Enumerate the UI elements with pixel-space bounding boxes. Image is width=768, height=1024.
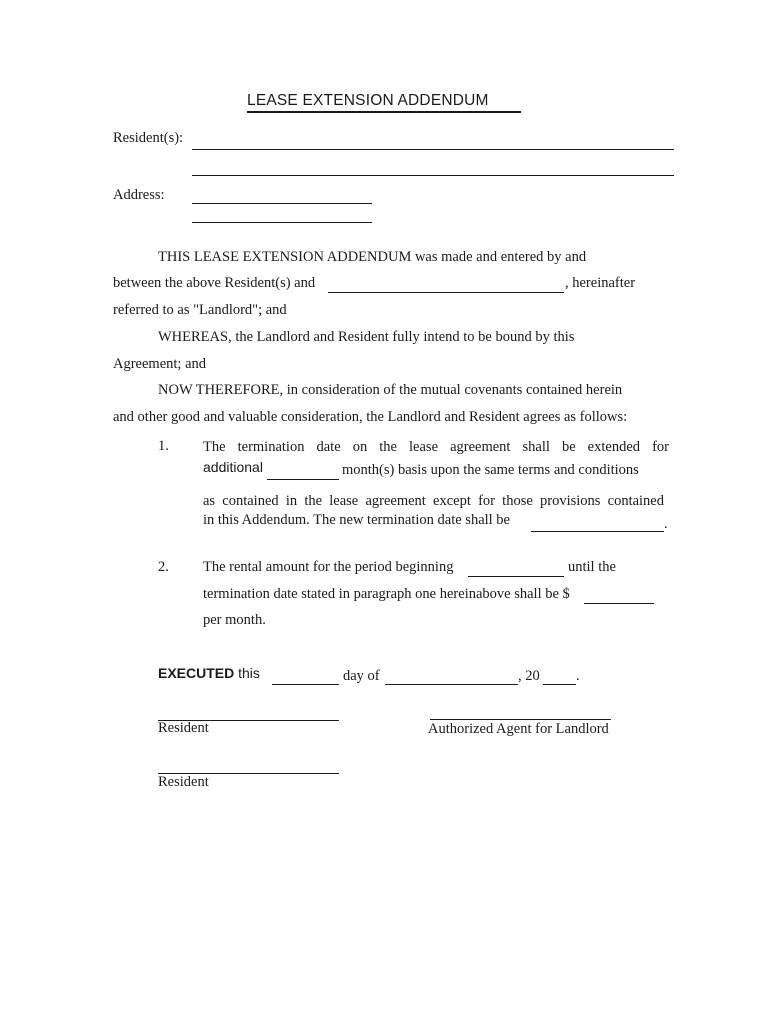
intro-line-2-start: between the above Resident(s) and xyxy=(113,275,316,291)
item-2-line-1-end: until the xyxy=(568,559,616,575)
resident-1-label: Resident xyxy=(158,720,209,736)
executed-year-prefix: , 20 xyxy=(518,668,540,684)
address-label: Address: xyxy=(113,187,165,203)
item-1-number: 1. xyxy=(158,438,169,454)
intro-line-5: Agreement; and xyxy=(113,356,207,372)
item-1-line-1: The termination date on the lease agreement shall be extended for xyxy=(203,439,669,455)
intro-line-6: NOW THEREFORE, in consideration of the mutual covenants contained herein xyxy=(158,382,623,398)
title-underline xyxy=(247,111,521,113)
executed-this-word: this xyxy=(238,665,260,681)
intro-line-4: WHEREAS, the Landlord and Resident fully intend to be bound by this xyxy=(158,329,575,345)
executed-bold-word: EXECUTED xyxy=(158,665,235,681)
item-1-line-3: as contained in the lease agreement except for those provisions contained xyxy=(203,493,664,509)
executed-day-field[interactable] xyxy=(272,684,339,685)
address-field-line-2[interactable] xyxy=(192,222,372,223)
item-2-line-1-start: The rental amount for the period beginning xyxy=(203,559,454,575)
address-field-line-1[interactable] xyxy=(192,203,372,204)
item-2-line-2: termination date stated in paragraph one hereinabove shall be $ xyxy=(203,586,570,602)
item-1-line-4-end: . xyxy=(664,516,668,532)
rental-amount-field[interactable] xyxy=(584,603,654,604)
executed-period: . xyxy=(576,668,580,684)
landlord-name-field[interactable] xyxy=(328,292,564,293)
item-2-line-3: per month. xyxy=(203,612,266,628)
item-2-number: 2. xyxy=(158,559,169,575)
item-1-line-2-end: month(s) basis upon the same terms and conditions xyxy=(342,462,639,478)
residents-label: Resident(s): xyxy=(113,130,184,146)
intro-line-2-end: , hereinafter xyxy=(565,275,636,291)
residents-field-line-1[interactable] xyxy=(192,149,674,150)
period-beginning-field[interactable] xyxy=(468,576,564,577)
agent-label: Authorized Agent for Landlord xyxy=(428,721,609,737)
new-termination-date-field[interactable] xyxy=(531,531,664,532)
executed-label xyxy=(158,665,260,681)
resident-2-label: Resident xyxy=(158,774,209,790)
item-1-line-4-start: in this Addendum. The new termination date shall be xyxy=(203,512,510,528)
executed-year-field[interactable] xyxy=(543,684,576,685)
intro-line-1: THIS LEASE EXTENSION ADDENDUM was made and entered by and xyxy=(158,249,587,265)
executed-month-field[interactable] xyxy=(385,684,518,685)
residents-field-line-2[interactable] xyxy=(192,175,674,176)
intro-line-7: and other good and valuable consideration, the Landlord and Resident agrees as follows: xyxy=(113,409,628,425)
agent-signature-line[interactable] xyxy=(430,719,611,720)
intro-line-3: referred to as "Landlord"; and xyxy=(113,302,287,318)
extension-months-field[interactable] xyxy=(267,479,339,480)
executed-day-of: day of xyxy=(343,668,380,684)
item-1-line-2-start: additional xyxy=(203,459,263,475)
document-title: LEASE EXTENSION ADDENDUM xyxy=(247,92,489,109)
